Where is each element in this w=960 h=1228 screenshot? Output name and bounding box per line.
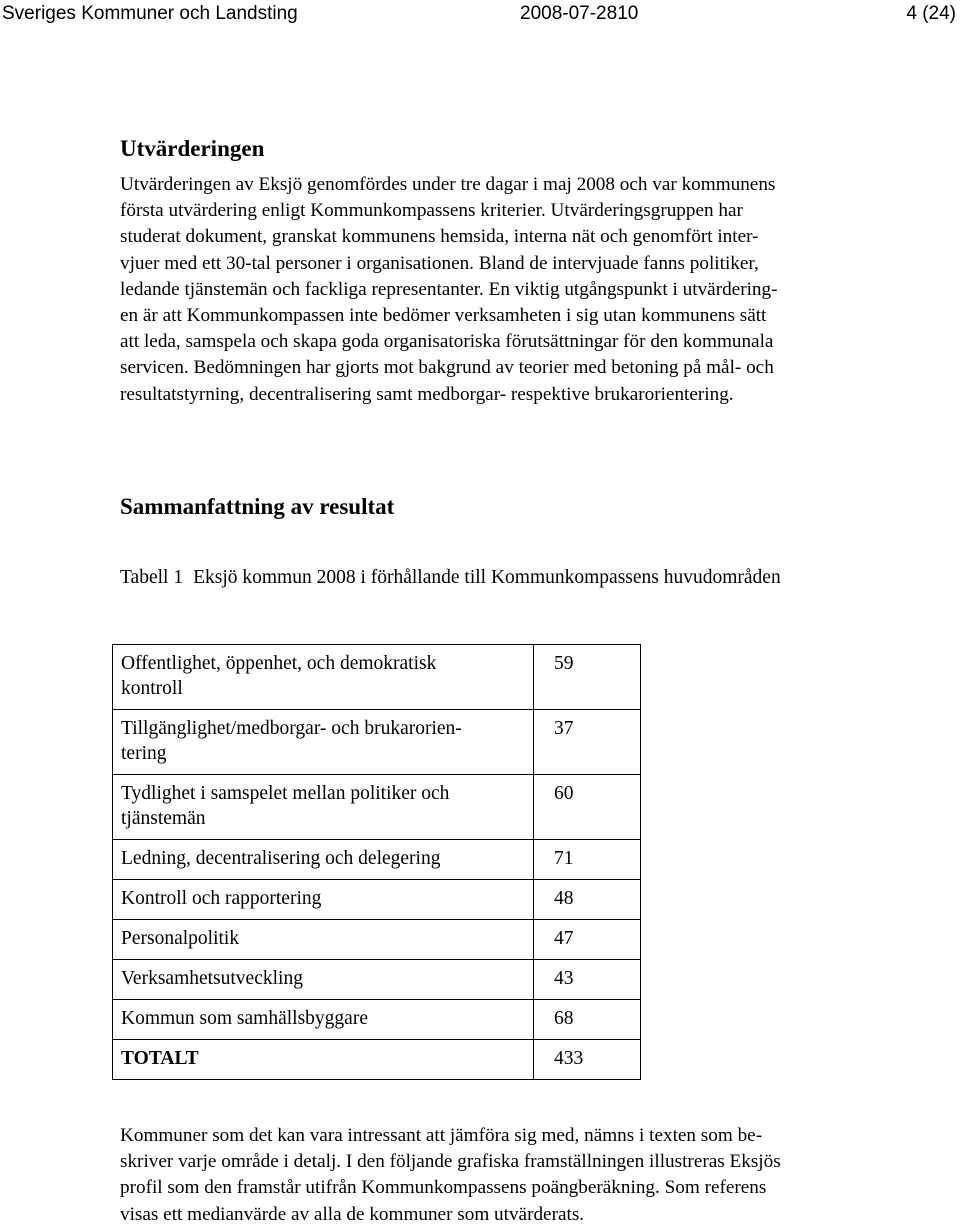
area-name-line: Tillgänglighet/medborgar- och brukarorien- — [121, 718, 462, 739]
area-score-cell: 71 — [534, 840, 641, 880]
paragraph-line: att leda, samspela och skapa goda organisatoriska förutsättningar för den kommunala — [120, 331, 774, 353]
paragraph-line: servicen. Bedömningen har gjorts mot bakgrund av teorier med betoning på mål- och — [120, 357, 774, 379]
area-name-line: Kommun som samhällsbyggare — [121, 1008, 368, 1029]
table-row — [113, 880, 641, 920]
paragraph-line: en är att Kommunkompassen inte bedömer verksamheten i sig utan kommunens sätt — [120, 305, 767, 327]
results-table — [112, 644, 641, 1080]
area-name-line: Ledning, decentralisering och delegering — [121, 848, 441, 869]
section-title-utvarderingen: Utvärderingen — [120, 136, 265, 161]
paragraph-line: Kommuner som det kan vara intressant att jämföra sig med, nämns i texten som be- — [120, 1125, 763, 1146]
area-name-line: Offentlighet, öppenhet, och demokratisk — [121, 653, 437, 674]
area-score-cell: 43 — [534, 960, 641, 1000]
paragraph-line: resultatstyrning, decentralisering samt medborgar- respektive brukarorientering. — [120, 383, 734, 405]
header-organization: Sveriges Kommuner och Landsting — [2, 3, 298, 24]
area-name-cell — [113, 775, 534, 840]
table-row — [113, 1000, 641, 1040]
paragraph-line: skriver varje område i detalj. I den följande grafiska framställningen illustreras Eksjös — [120, 1151, 781, 1173]
paragraph-line: första utvärdering enligt Kommunkompassens kriterier. Utvärderingsgruppen har — [120, 200, 743, 222]
area-name-line: tjänstemän — [121, 808, 206, 829]
table-row — [113, 645, 641, 710]
area-name-line: Personalpolitik — [121, 928, 240, 949]
table-row — [113, 775, 641, 840]
total-label-cell: TOTALT — [113, 1040, 534, 1080]
table-total-row — [113, 1040, 641, 1080]
table-row — [113, 710, 641, 775]
table-caption-label: Tabell 1 — [120, 567, 184, 588]
table-row — [113, 840, 641, 880]
area-score-cell: 59 — [534, 645, 641, 710]
paragraph-line: vjuer med ett 30-tal personer i organisationen. Bland de intervjuade fanns politiker, — [120, 252, 759, 274]
paragraph-line: Utvärderingen av Eksjö genomfördes under tre dagar i maj 2008 och var kommunens — [120, 174, 776, 195]
table-row — [113, 920, 641, 960]
comparison-paragraph — [120, 1123, 910, 1228]
area-score-cell: 37 — [534, 710, 641, 775]
table-caption-text: Eksjö kommun 2008 i förhållande till Kommunkompassens huvudområden — [193, 567, 781, 588]
evaluation-paragraph — [120, 172, 910, 408]
section-title-sammanfattning: Sammanfattning av resultat — [120, 494, 395, 519]
area-name-cell — [113, 960, 534, 1000]
area-score-cell: 47 — [534, 920, 641, 960]
total-score-cell: 433 — [534, 1040, 641, 1080]
table-row — [113, 960, 641, 1000]
header-date: 2008-07-2810 — [520, 3, 639, 24]
area-name-cell — [113, 840, 534, 880]
area-name-line: tering — [121, 743, 167, 764]
paragraph-line: profil som den framstår utifrån Kommunkompassens poängberäkning. Som referens — [120, 1177, 767, 1199]
area-name-cell — [113, 920, 534, 960]
area-name-cell — [113, 710, 534, 775]
area-score-cell: 68 — [534, 1000, 641, 1040]
area-score-cell: 48 — [534, 880, 641, 920]
area-name-line: Tydlighet i samspelet mellan politiker och — [121, 783, 450, 804]
area-name-cell — [113, 645, 534, 710]
paragraph-line: studerat dokument, granskat kommunens hemsida, interna nät och genomfört inter- — [120, 226, 759, 248]
paragraph-line: visas ett medianvärde av alla de kommuner som utvärderats. — [120, 1203, 585, 1225]
table-caption — [120, 567, 781, 589]
area-name-line: kontroll — [121, 678, 183, 699]
area-score-cell: 60 — [534, 775, 641, 840]
area-name-line: Verksamhetsutveckling — [121, 968, 303, 989]
header-page-number: 4 (24) — [906, 3, 956, 24]
paragraph-line: ledande tjänstemän och fackliga representanter. En viktig utgångspunkt i utvärdering- — [120, 278, 778, 300]
area-name-cell — [113, 1000, 534, 1040]
area-name-line: Kontroll och rapportering — [121, 888, 322, 909]
page-header — [0, 2, 960, 26]
area-name-cell — [113, 880, 534, 920]
